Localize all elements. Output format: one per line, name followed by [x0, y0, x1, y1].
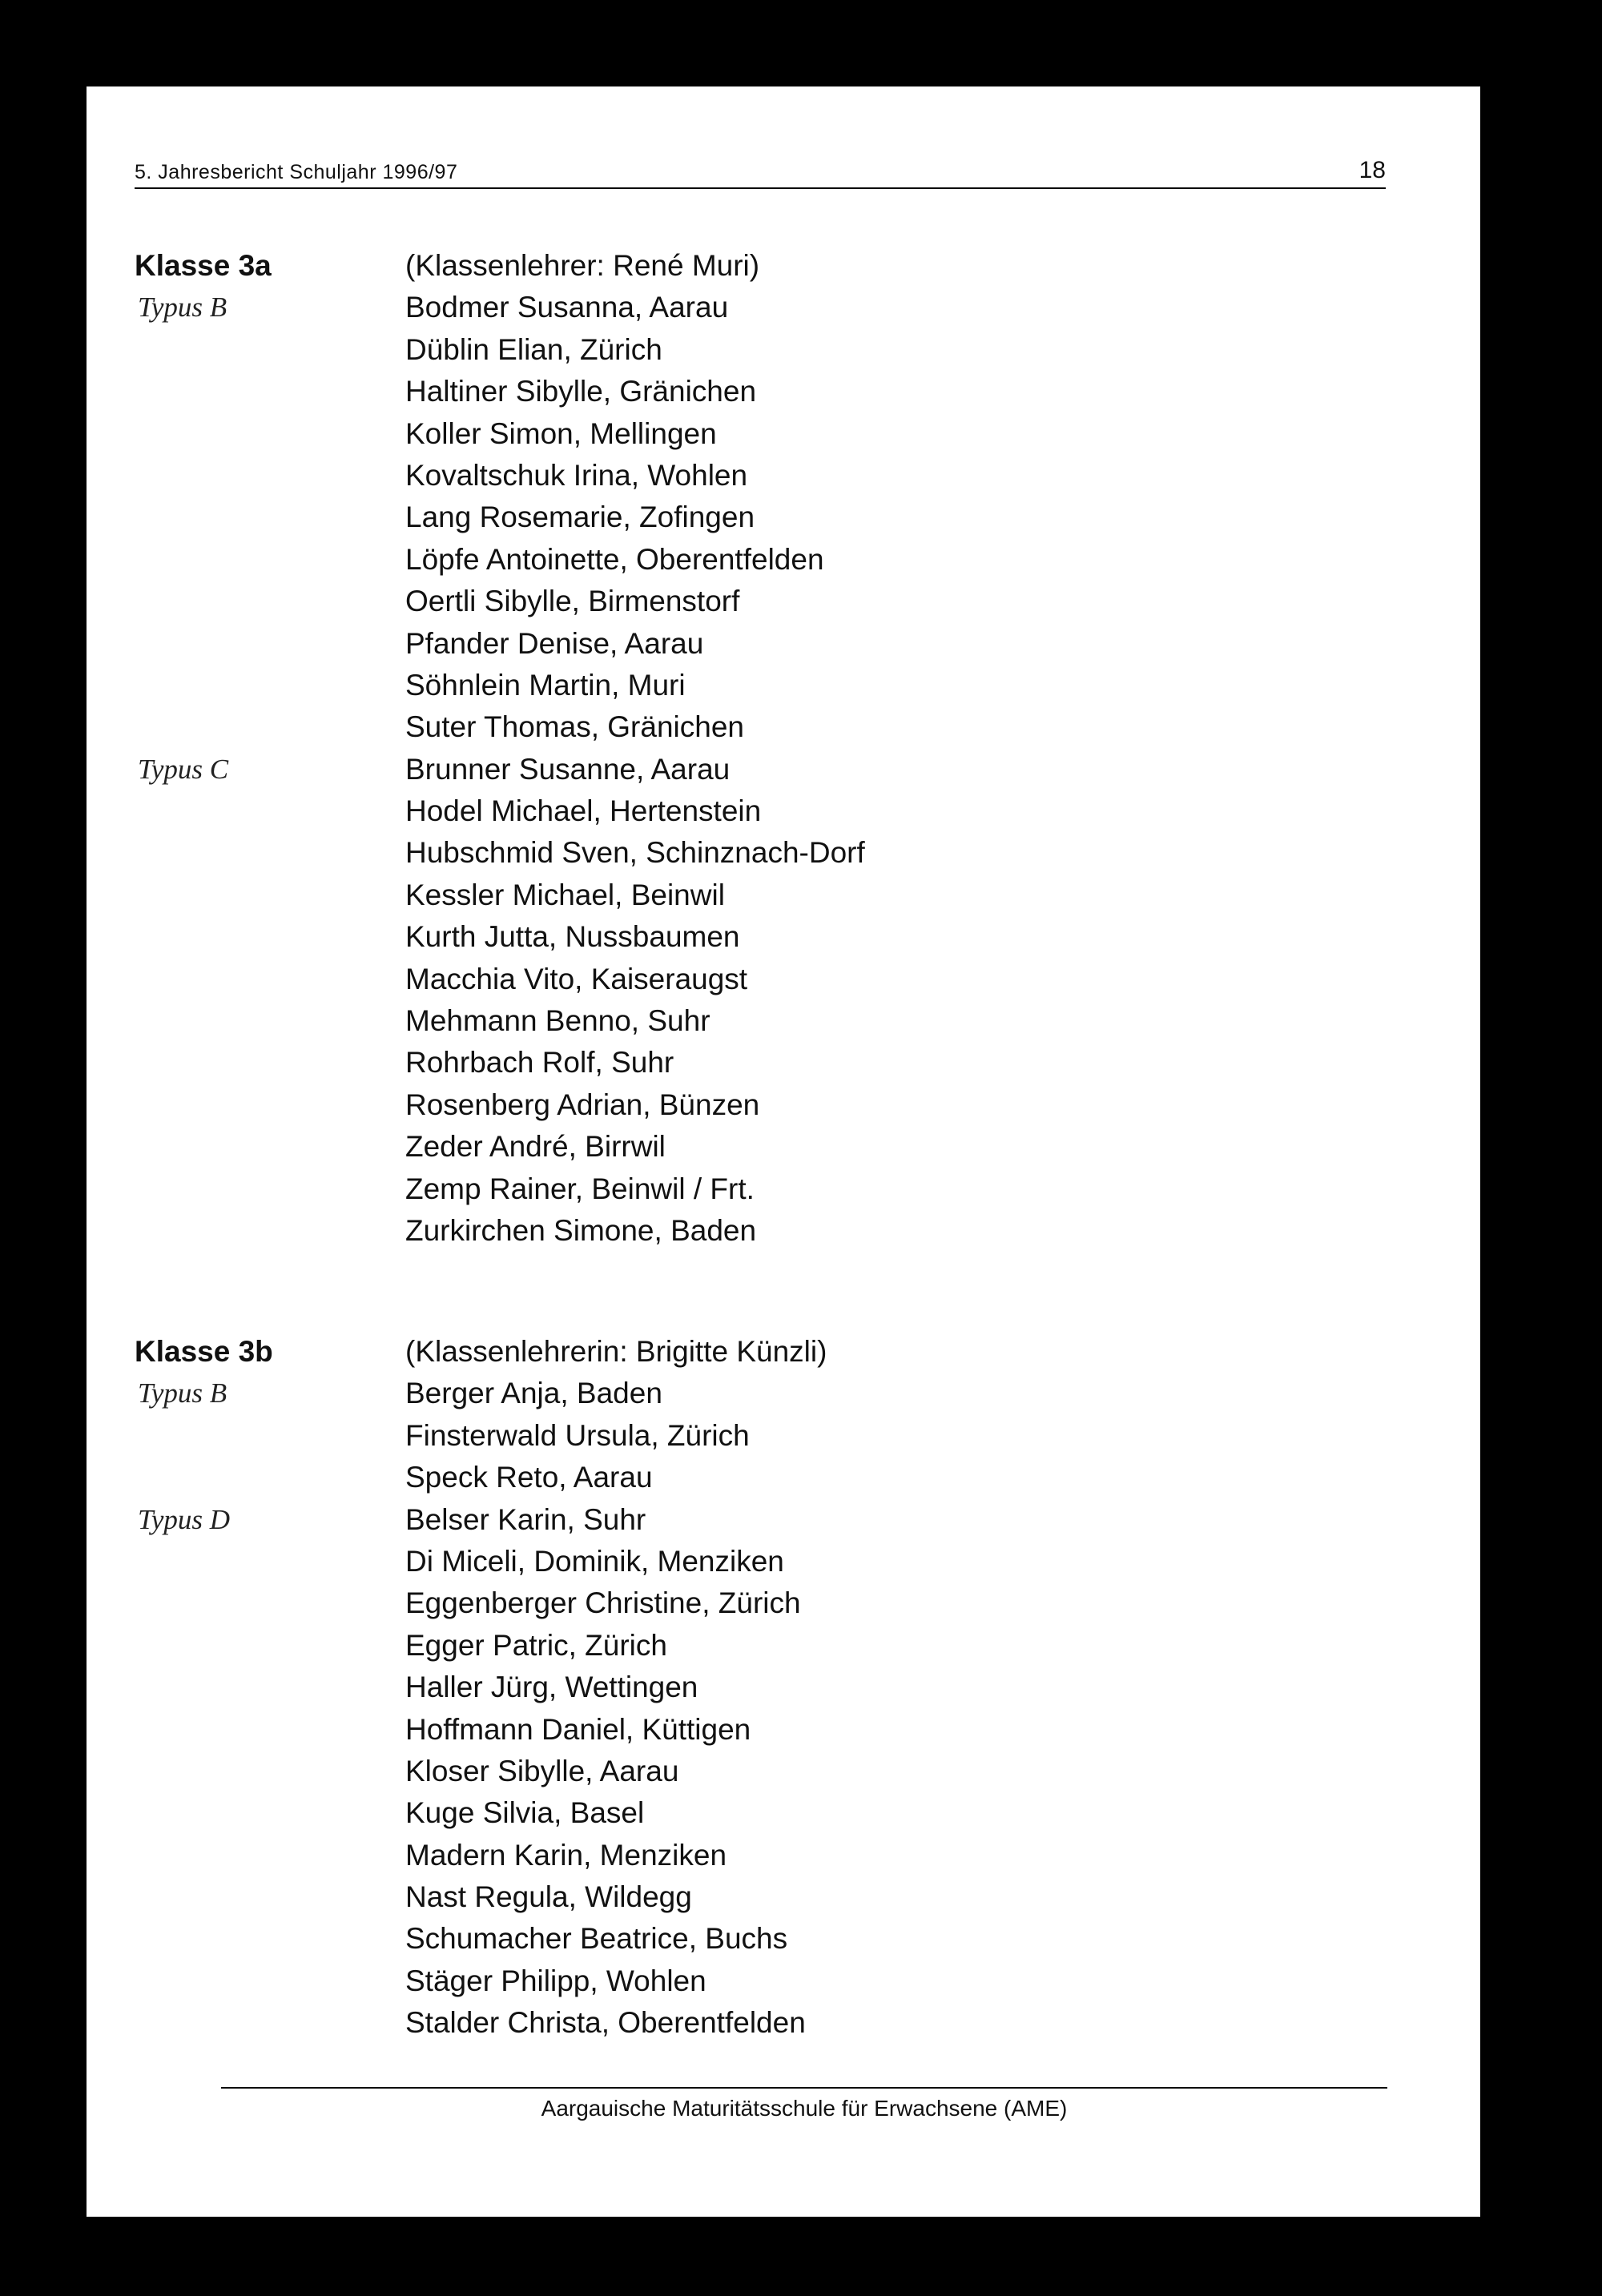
footer-divider: [221, 2087, 1387, 2089]
footer-text: Aargauische Maturitätsschule für Erwachsene (AME): [541, 2096, 1068, 2121]
student-entry: Finsterwald Ursula, Zürich: [405, 1418, 750, 1452]
student-row: [135, 371, 1336, 412]
page-header: [135, 157, 1386, 189]
student-entry: Kloser Sibylle, Aarau: [405, 1754, 679, 1787]
typus-group: [135, 1373, 1336, 1498]
student-row: [135, 959, 1336, 1000]
student-entry: Zurkirchen Simone, Baden: [405, 1213, 757, 1247]
student-row: [135, 329, 1336, 371]
typus-group: [135, 287, 1336, 748]
student-entry: Lang Rosemarie, Zofingen: [405, 501, 755, 534]
student-entry: Düblin Elian, Zürich: [405, 332, 662, 366]
student-row: [135, 413, 1336, 455]
student-entry: Brunner Susanne, Aarau: [405, 752, 731, 786]
student-row: [135, 1210, 1336, 1252]
student-entry: Zeder André, Birrwil: [405, 1130, 666, 1164]
student-row: [135, 1457, 1336, 1498]
header-title: 5. Jahresbericht Schuljahr 1996/97: [135, 161, 458, 183]
student-row: [135, 497, 1336, 538]
student-entry: Schumacher Beatrice, Buchs: [405, 1922, 788, 1956]
class-header-row: [135, 245, 1336, 287]
student-row: [135, 1499, 1336, 1541]
student-entry: Haltiner Sibylle, Gränichen: [405, 375, 757, 408]
student-row: [135, 1168, 1336, 1210]
student-entry: Koller Simon, Mellingen: [405, 416, 717, 450]
student-row: [135, 1876, 1336, 1918]
student-row: [135, 832, 1336, 874]
student-row: [135, 790, 1336, 832]
student-entry: Belser Karin, Suhr: [405, 1502, 646, 1536]
student-entry: Egger Patric, Zürich: [405, 1628, 667, 1662]
student-entry: Nast Regula, Wildegg: [405, 1880, 692, 1914]
student-row: [135, 1415, 1336, 1457]
student-entry: Kessler Michael, Beinwil: [405, 878, 725, 911]
student-row: [135, 539, 1336, 581]
student-row: [135, 623, 1336, 665]
student-entry: Söhnlein Martin, Muri: [405, 668, 686, 702]
student-row: [135, 1625, 1336, 1667]
student-entry: Kuge Silvia, Basel: [405, 1796, 645, 1830]
typus-group: [135, 1499, 1336, 2045]
student-row: [135, 1709, 1336, 1751]
student-entry: Oertli Sibylle, Birmenstorf: [405, 585, 740, 618]
student-entry: Hodel Michael, Hertenstein: [405, 794, 762, 828]
student-row: [135, 1000, 1336, 1042]
typus-group: [135, 749, 1336, 1253]
class-label: Klasse 3b: [135, 1335, 273, 1368]
class-teacher: (Klassenlehrerin: Brigitte Künzli): [405, 1335, 827, 1368]
student-row: [135, 1541, 1336, 1582]
student-entry: Kovaltschuk Irina, Wohlen: [405, 458, 748, 492]
typus-label: Typus B: [138, 292, 227, 324]
student-row: [135, 1751, 1336, 1792]
student-row: [135, 1918, 1336, 1960]
student-row: [135, 875, 1336, 916]
student-entry: Eggenberger Christine, Zürich: [405, 1586, 801, 1620]
student-entry: Speck Reto, Aarau: [405, 1461, 653, 1494]
student-row: [135, 1667, 1336, 1708]
student-entry: Madern Karin, Menziken: [405, 1838, 727, 1872]
student-entry: Stalder Christa, Oberentfelden: [405, 2006, 806, 2040]
typus-label: Typus B: [138, 1377, 227, 1409]
class-label: Klasse 3a: [135, 249, 272, 282]
typus-label: Typus C: [138, 753, 229, 785]
student-row: [135, 916, 1336, 958]
student-row: [135, 1582, 1336, 1624]
student-entry: Bodmer Susanna, Aarau: [405, 291, 729, 324]
student-row: [135, 1042, 1336, 1084]
student-entry: Di Miceli, Dominik, Menziken: [405, 1544, 784, 1578]
student-entry: Haller Jürg, Wettingen: [405, 1671, 698, 1704]
student-row: [135, 706, 1336, 748]
student-entry: Mehmann Benno, Suhr: [405, 1004, 710, 1038]
student-row: [135, 1373, 1336, 1414]
student-entry: Hoffmann Daniel, Küttigen: [405, 1712, 751, 1746]
student-entry: Suter Thomas, Gränichen: [405, 710, 744, 744]
student-row: [135, 1792, 1336, 1834]
page-number: 18: [1358, 157, 1386, 183]
student-row: [135, 1126, 1336, 1168]
student-entry: Hubschmid Sven, Schinznach-Dorf: [405, 836, 865, 870]
student-entry: Rosenberg Adrian, Bünzen: [405, 1088, 760, 1121]
typus-label: Typus D: [138, 1503, 231, 1535]
student-row: [135, 1835, 1336, 1876]
student-row: [135, 287, 1336, 328]
class-header-row: [135, 1331, 1336, 1373]
student-row: [135, 2002, 1336, 2044]
class-section-3b: [135, 1331, 1336, 2045]
student-row: [135, 1084, 1336, 1126]
student-entry: Berger Anja, Baden: [405, 1377, 662, 1410]
student-entry: Pfander Denise, Aarau: [405, 626, 704, 660]
student-entry: Stäger Philipp, Wohlen: [405, 1964, 706, 1997]
student-entry: Rohrbach Rolf, Suhr: [405, 1046, 674, 1080]
student-entry: Macchia Vito, Kaiseraugst: [405, 962, 748, 995]
student-entry: Zemp Rainer, Beinwil / Frt.: [405, 1172, 755, 1205]
student-entry: Löpfe Antoinette, Oberentfelden: [405, 542, 824, 576]
class-section-3a: [135, 245, 1336, 1252]
student-row: [135, 455, 1336, 497]
student-entry: Kurth Jutta, Nussbaumen: [405, 920, 740, 954]
student-row: [135, 665, 1336, 706]
student-row: [135, 749, 1336, 790]
student-row: [135, 1960, 1336, 2002]
student-row: [135, 581, 1336, 622]
class-teacher: (Klassenlehrer: René Muri): [405, 249, 760, 282]
